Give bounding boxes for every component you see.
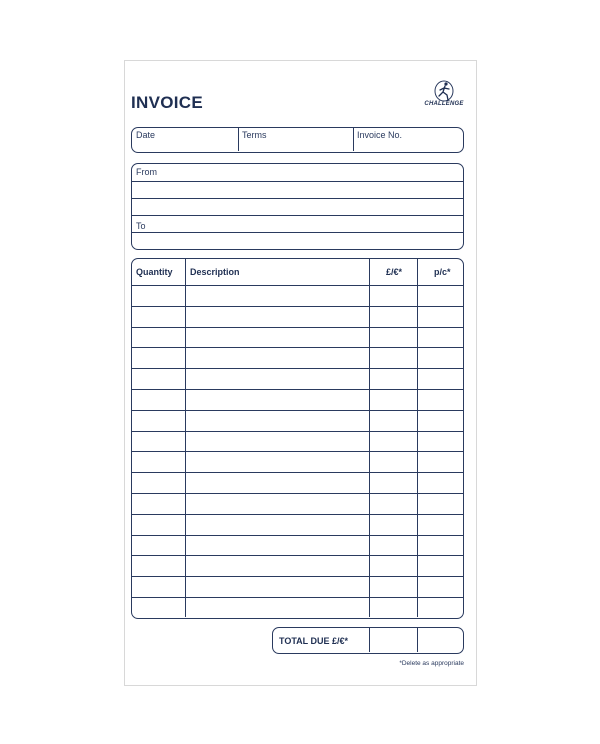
table-row-line bbox=[132, 597, 463, 598]
to-label: To bbox=[136, 221, 146, 231]
column-header-pence-cents: p/c* bbox=[434, 267, 451, 277]
challenge-logo bbox=[420, 79, 468, 113]
address-line bbox=[132, 232, 463, 233]
invoice-number-label: Invoice No. bbox=[357, 130, 403, 140]
date-label: Date bbox=[136, 130, 156, 140]
invoice-title: INVOICE bbox=[131, 93, 204, 112]
total-due-box bbox=[272, 627, 464, 654]
table-row-line bbox=[132, 347, 463, 348]
divider bbox=[238, 128, 239, 151]
from-label: From bbox=[136, 167, 157, 177]
logo-wordmark: CHALLENGE bbox=[424, 101, 464, 107]
column-divider bbox=[185, 259, 186, 617]
table-row-line bbox=[132, 555, 463, 556]
table-row-line bbox=[132, 451, 463, 452]
terms-label: Terms bbox=[242, 130, 267, 140]
header-fields-box bbox=[131, 127, 464, 153]
table-row-line bbox=[132, 514, 463, 515]
table-row-line bbox=[132, 327, 463, 328]
column-header-quantity: Quantity bbox=[136, 267, 173, 277]
table-row-line bbox=[132, 410, 463, 411]
footnote: *Delete as appropriate bbox=[399, 660, 464, 667]
address-line bbox=[132, 181, 463, 182]
table-row-line bbox=[132, 389, 463, 390]
column-divider bbox=[369, 259, 370, 617]
divider bbox=[353, 128, 354, 151]
address-box bbox=[131, 163, 464, 250]
table-row-line bbox=[132, 306, 463, 307]
items-table bbox=[131, 258, 464, 619]
address-line bbox=[132, 198, 463, 199]
total-due-label: TOTAL DUE £/€* bbox=[279, 636, 349, 646]
table-row-line bbox=[132, 493, 463, 494]
column-header-description: Description bbox=[190, 267, 240, 277]
total-divider bbox=[417, 628, 418, 652]
running-figure-logo-icon bbox=[420, 79, 468, 103]
column-divider bbox=[417, 259, 418, 617]
column-header-pounds-euros: £/€* bbox=[386, 267, 403, 277]
table-row-line bbox=[132, 285, 463, 286]
table-row-line bbox=[132, 576, 463, 577]
total-divider bbox=[369, 628, 370, 652]
table-row-line bbox=[132, 472, 463, 473]
table-row-line bbox=[132, 535, 463, 536]
table-row-line bbox=[132, 368, 463, 369]
table-row-line bbox=[132, 431, 463, 432]
address-line bbox=[132, 215, 463, 216]
